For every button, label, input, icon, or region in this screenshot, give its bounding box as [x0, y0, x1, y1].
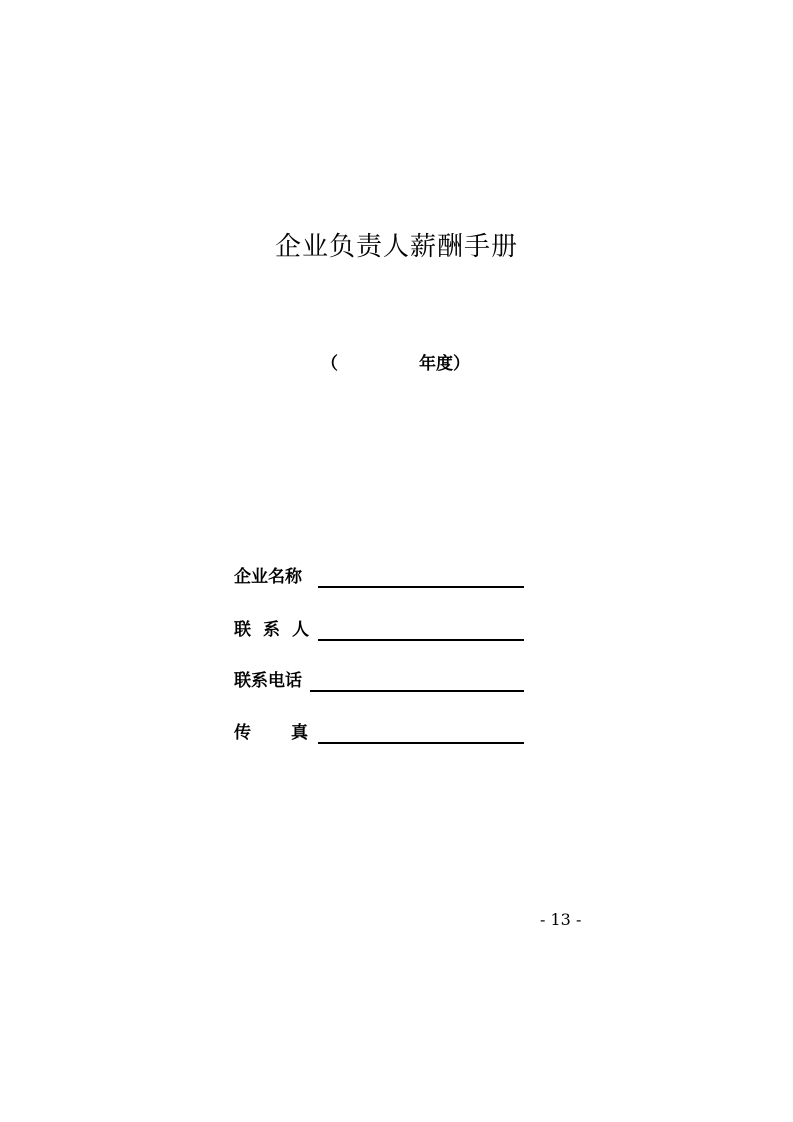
- fax-blank[interactable]: [318, 742, 524, 744]
- page-number: - 13 -: [540, 910, 582, 929]
- year-open-paren: （: [321, 354, 338, 374]
- company-name-label: 企业名称: [234, 567, 302, 587]
- contact-phone-label: 联系电话: [234, 671, 302, 691]
- year-line: [321, 349, 470, 374]
- page-title: 企业负责人薪酬手册: [274, 232, 518, 262]
- company-name-blank[interactable]: [318, 586, 524, 588]
- fax-label: 传真: [234, 723, 348, 743]
- year-close-label: 年度）: [419, 354, 470, 374]
- contact-person-blank[interactable]: [318, 639, 524, 641]
- contact-phone-blank[interactable]: [310, 690, 524, 692]
- contact-person-label: 联系人: [234, 620, 321, 640]
